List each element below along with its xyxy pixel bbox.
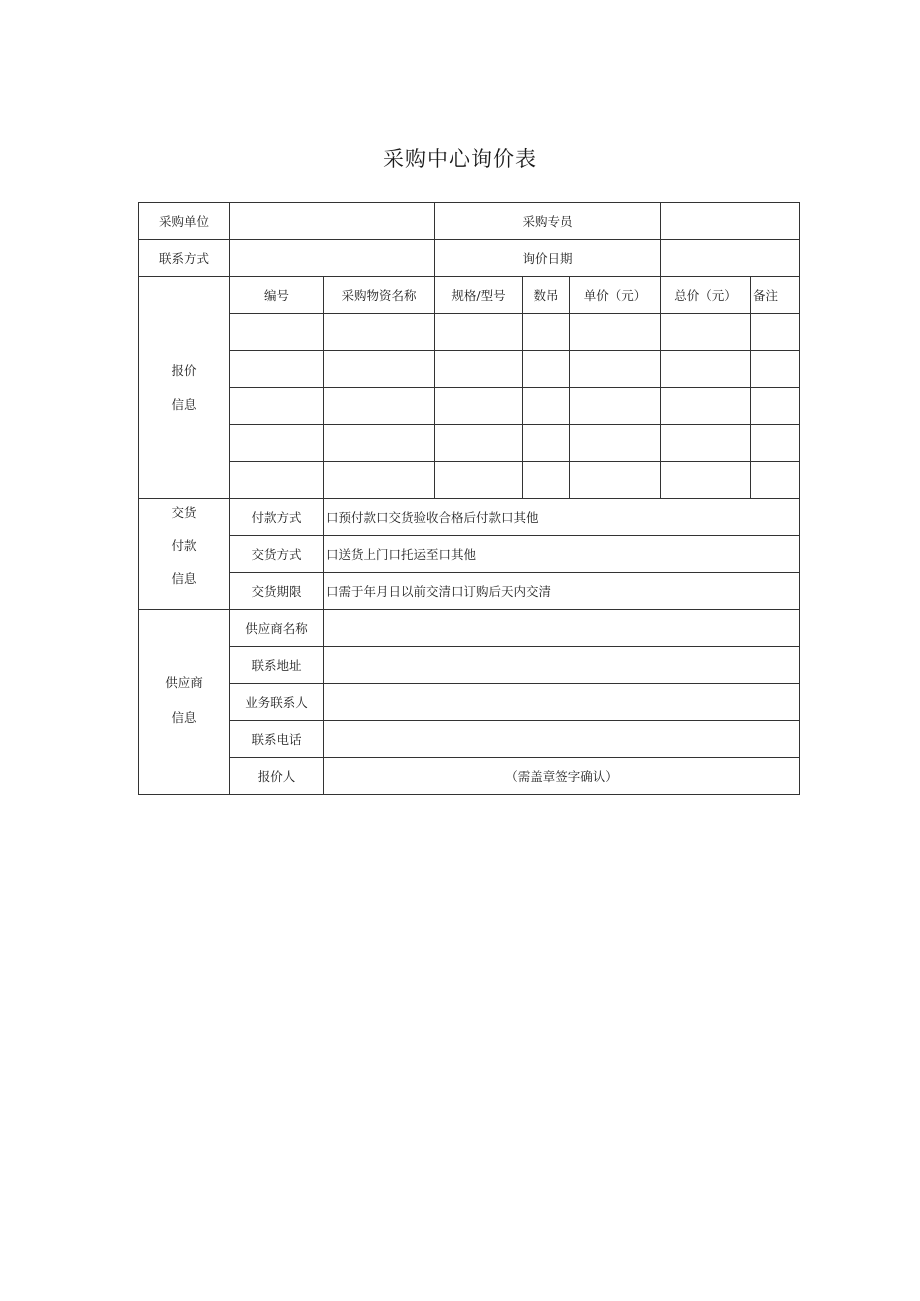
quote-cell-remarks[interactable] <box>751 462 800 499</box>
payment-method-options[interactable]: 口预付款口交货验收合格后付款口其他 <box>324 499 800 536</box>
quote-cell-number[interactable] <box>230 462 324 499</box>
purchase-agent-label: 采购专员 <box>435 203 661 240</box>
quote-cell-quantity[interactable] <box>523 351 570 388</box>
payment-method-row <box>139 499 800 536</box>
form-row-contact <box>139 240 800 277</box>
supplier-contact-row <box>139 684 800 721</box>
column-header-unit-price: 单价（元） <box>570 277 661 314</box>
supplier-address-field[interactable] <box>324 647 800 684</box>
delivery-section-label <box>139 499 230 610</box>
inquiry-form-table <box>138 202 800 795</box>
quote-cell-quantity[interactable] <box>523 388 570 425</box>
column-header-quantity: 数吊 <box>523 277 570 314</box>
column-header-total-price: 总价（元） <box>661 277 751 314</box>
supplier-section-line2: 信息 <box>171 710 197 725</box>
delivery-method-options[interactable]: 口送货上门口托运至口其他 <box>324 536 800 573</box>
delivery-deadline-row <box>139 573 800 610</box>
quote-cell-number[interactable] <box>230 388 324 425</box>
supplier-contact-person-label: 业务联系人 <box>230 684 324 721</box>
supplier-section-label <box>139 610 230 795</box>
quote-section-label <box>139 277 230 499</box>
delivery-method-label: 交货方式 <box>230 536 324 573</box>
payment-method-label: 付款方式 <box>230 499 324 536</box>
contact-method-label: 联系方式 <box>139 240 230 277</box>
inquiry-date-label: 询价日期 <box>435 240 661 277</box>
quote-cell-number[interactable] <box>230 351 324 388</box>
quote-cell-total-price[interactable] <box>661 351 751 388</box>
quote-section-line1: 报价 <box>171 363 197 378</box>
purchase-agent-field[interactable] <box>661 203 800 240</box>
quote-cell-item-name[interactable] <box>324 351 435 388</box>
column-header-number: 编号 <box>230 277 324 314</box>
quoter-label: 报价人 <box>230 758 324 795</box>
quote-cell-unit-price[interactable] <box>570 351 661 388</box>
supplier-contact-person-field[interactable] <box>324 684 800 721</box>
quote-cell-total-price[interactable] <box>661 425 751 462</box>
supplier-phone-label: 联系电话 <box>230 721 324 758</box>
quote-cell-spec[interactable] <box>435 462 523 499</box>
quote-cell-item-name[interactable] <box>324 314 435 351</box>
quote-cell-spec[interactable] <box>435 351 523 388</box>
column-header-item-name: 采购物资名称 <box>324 277 435 314</box>
delivery-section-line2: 付款 <box>171 537 197 553</box>
supplier-phone-row <box>139 721 800 758</box>
column-header-remarks: 备注 <box>751 277 800 314</box>
supplier-phone-field[interactable] <box>324 721 800 758</box>
quote-cell-item-name[interactable] <box>324 425 435 462</box>
quote-cell-remarks[interactable] <box>751 314 800 351</box>
quote-cell-total-price[interactable] <box>661 314 751 351</box>
quote-cell-total-price[interactable] <box>661 462 751 499</box>
quote-cell-number[interactable] <box>230 425 324 462</box>
quote-row <box>139 314 800 351</box>
quote-cell-total-price[interactable] <box>661 388 751 425</box>
delivery-deadline-options[interactable]: 口需于年月日以前交清口订购后天内交清 <box>324 573 800 610</box>
quote-row <box>139 462 800 499</box>
delivery-deadline-label: 交货期限 <box>230 573 324 610</box>
form-row-unit <box>139 203 800 240</box>
quote-cell-number[interactable] <box>230 314 324 351</box>
supplier-section-line1: 供应商 <box>165 675 203 690</box>
delivery-method-row <box>139 536 800 573</box>
supplier-address-row <box>139 647 800 684</box>
quote-cell-remarks[interactable] <box>751 388 800 425</box>
quote-cell-unit-price[interactable] <box>570 314 661 351</box>
contact-method-field[interactable] <box>230 240 435 277</box>
quote-cell-spec[interactable] <box>435 388 523 425</box>
quote-cell-remarks[interactable] <box>751 425 800 462</box>
purchase-unit-field[interactable] <box>230 203 435 240</box>
quote-cell-spec[interactable] <box>435 314 523 351</box>
delivery-section-line3: 信息 <box>171 570 197 586</box>
supplier-name-label: 供应商名称 <box>230 610 324 647</box>
supplier-name-field[interactable] <box>324 610 800 647</box>
page-title: 采购中心询价表 <box>383 147 537 171</box>
quote-cell-quantity[interactable] <box>523 314 570 351</box>
quote-row <box>139 425 800 462</box>
quote-cell-item-name[interactable] <box>324 388 435 425</box>
quote-cell-remarks[interactable] <box>751 351 800 388</box>
quote-cell-quantity[interactable] <box>523 425 570 462</box>
quote-cell-unit-price[interactable] <box>570 388 661 425</box>
quote-header-row <box>139 277 800 314</box>
quote-section-line2: 信息 <box>171 397 197 412</box>
quote-cell-unit-price[interactable] <box>570 462 661 499</box>
quoter-row <box>139 758 800 795</box>
purchase-unit-label: 采购单位 <box>139 203 230 240</box>
quoter-signature-field[interactable]: （需盖章签字确认） <box>324 758 800 795</box>
quote-row <box>139 388 800 425</box>
quote-cell-unit-price[interactable] <box>570 425 661 462</box>
quote-cell-item-name[interactable] <box>324 462 435 499</box>
quote-cell-spec[interactable] <box>435 425 523 462</box>
quote-row <box>139 351 800 388</box>
supplier-name-row <box>139 610 800 647</box>
quote-cell-quantity[interactable] <box>523 462 570 499</box>
column-header-spec: 规格/型号 <box>435 277 523 314</box>
supplier-address-label: 联系地址 <box>230 647 324 684</box>
delivery-section-line1: 交货 <box>171 504 197 520</box>
inquiry-date-field[interactable] <box>661 240 800 277</box>
